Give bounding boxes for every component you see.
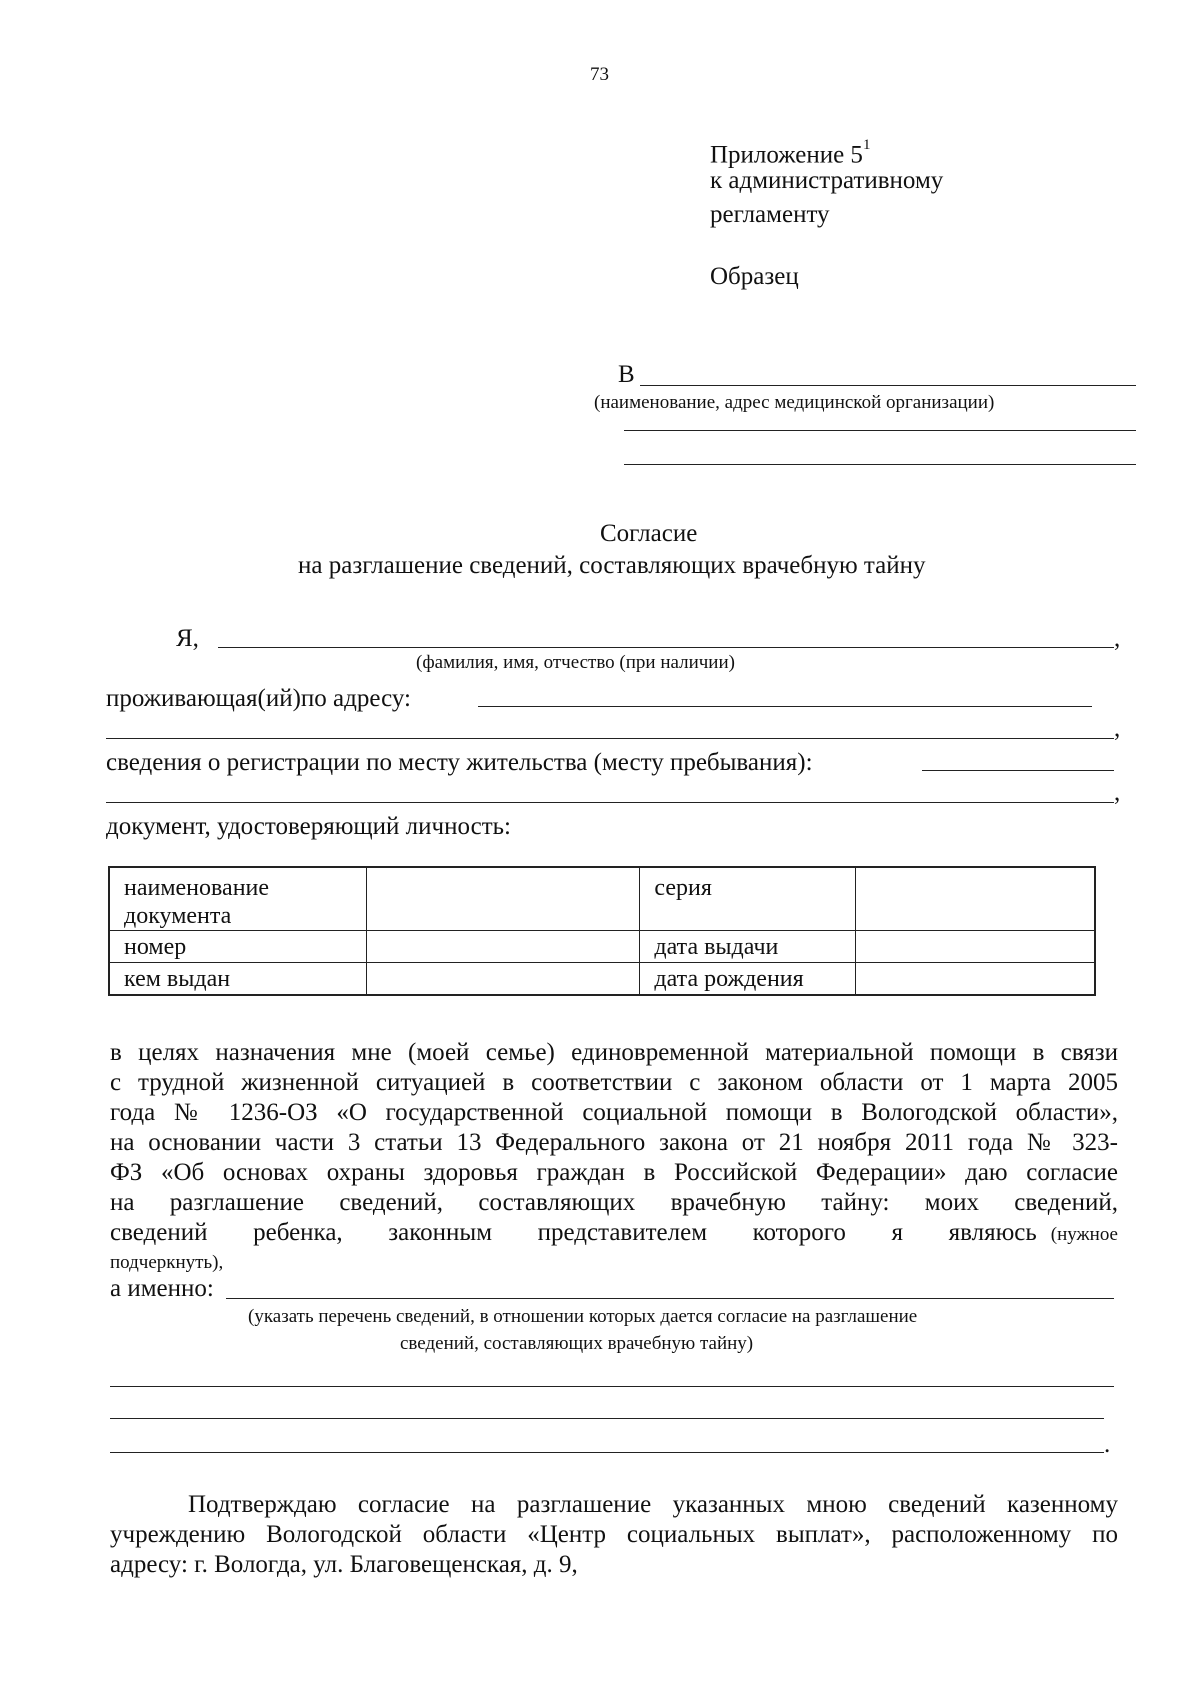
appendix-prefix: Приложение 5: [710, 141, 863, 169]
table-row: [109, 963, 1095, 995]
table-cell-value[interactable]: [367, 963, 640, 995]
recipient-prefix: В: [618, 361, 635, 388]
table-cell-value[interactable]: [856, 867, 1095, 931]
body-line-7-text: сведений ребенка, законным представителем которого я являюсь: [110, 1219, 1037, 1246]
recipient-line-3[interactable]: [624, 464, 1136, 465]
body-line: ФЗ «Об основах охраны здоровья граждан в Российской Федерации» даю согласие: [110, 1159, 1118, 1186]
address-field-line[interactable]: [478, 706, 1092, 707]
table-cell-label: кем выдан: [109, 963, 367, 995]
appendix-title: [710, 134, 870, 170]
body-line-8-note: подчеркнуть),: [110, 1252, 224, 1273]
namely-line-3[interactable]: [110, 1418, 1104, 1419]
i-label: Я,: [176, 625, 199, 652]
fullname-field-line[interactable]: [218, 647, 1114, 648]
table-cell-value[interactable]: [367, 867, 640, 931]
fullname-comma: ,: [1114, 625, 1121, 652]
page-number: 73: [590, 64, 609, 85]
table-row: [109, 931, 1095, 963]
body-line: в целях назначения мне (моей семье) единовременной материальной помощи в связи: [110, 1039, 1118, 1066]
sample-label: Образец: [710, 263, 799, 290]
body-line-7: [110, 1218, 1118, 1248]
appendix-superscript: 1: [862, 137, 871, 153]
identity-document-table: [108, 866, 1096, 996]
table-cell-label: серия: [640, 867, 856, 931]
table-cell-label: дата выдачи: [640, 931, 856, 963]
namely-caption-2: сведений, составляющих врачебную тайну): [400, 1333, 754, 1354]
registration-label: сведения о регистрации по месту жительства (месту пребывания):: [106, 749, 813, 776]
namely-label: а именно:: [110, 1275, 214, 1302]
registration-comma: ,: [1114, 779, 1121, 806]
table-cell-label: наименование документа: [109, 867, 367, 931]
registration-field-line-2[interactable]: [106, 802, 1114, 803]
recipient-line-2[interactable]: [624, 430, 1136, 431]
document-title: Согласие: [600, 520, 698, 547]
appendix-line-3: регламенту: [710, 201, 830, 228]
address-label: проживающая(ий)по адресу:: [106, 685, 411, 712]
namely-caption-1: (указать перечень сведений, в отношении которых дается согласие на разглашение: [248, 1306, 918, 1327]
table-cell-value[interactable]: [856, 963, 1095, 995]
confirm-line-3: адресу: г. Вологда, ул. Благовещенская, д. 9,: [110, 1551, 578, 1578]
address-field-line-2[interactable]: [106, 738, 1114, 739]
body-line: на разглашение сведений, составляющих врачебную тайну: моих сведений,: [110, 1189, 1118, 1216]
table-row: [109, 867, 1095, 931]
recipient-field-line[interactable]: [640, 385, 1136, 386]
confirm-line: Подтверждаю согласие на разглашение указанных мною сведений казенному: [188, 1491, 1118, 1518]
body-paragraph: [110, 1038, 1118, 1218]
namely-line-4[interactable]: [110, 1452, 1104, 1453]
table-cell-value[interactable]: [856, 931, 1095, 963]
recipient-caption: (наименование, адрес медицинской организации): [594, 392, 995, 413]
body-line-7-note: (нужное: [1050, 1224, 1118, 1245]
appendix-line-2: к административному: [710, 167, 944, 194]
document-subtitle: на разглашение сведений, составляющих врачебную тайну: [298, 552, 926, 579]
identity-document-label: документ, удостоверяющий личность:: [106, 813, 511, 840]
registration-field-line[interactable]: [922, 770, 1114, 771]
namely-period: .: [1104, 1431, 1111, 1458]
body-line: с трудной жизненной ситуацией в соответствии с законом области от 1 марта 2005: [110, 1069, 1118, 1096]
namely-field-line[interactable]: [226, 1298, 1114, 1299]
fullname-caption: (фамилия, имя, отчество (при наличии): [416, 652, 735, 673]
table-cell-label: номер: [109, 931, 367, 963]
table-cell-value[interactable]: [367, 931, 640, 963]
confirm-line: учреждению Вологодской области «Центр социальных выплат», расположенному по: [110, 1521, 1118, 1548]
namely-line-2[interactable]: [110, 1386, 1114, 1387]
body-line: на основании части 3 статьи 13 Федерального закона от 21 ноября 2011 года № 323-: [110, 1129, 1118, 1156]
confirm-paragraph: [110, 1490, 1118, 1550]
table-cell-label: дата рождения: [640, 963, 856, 995]
body-line: года № 1236-ОЗ «О государственной социальной помощи в Вологодской области»,: [110, 1099, 1118, 1126]
address-comma: ,: [1114, 715, 1121, 742]
